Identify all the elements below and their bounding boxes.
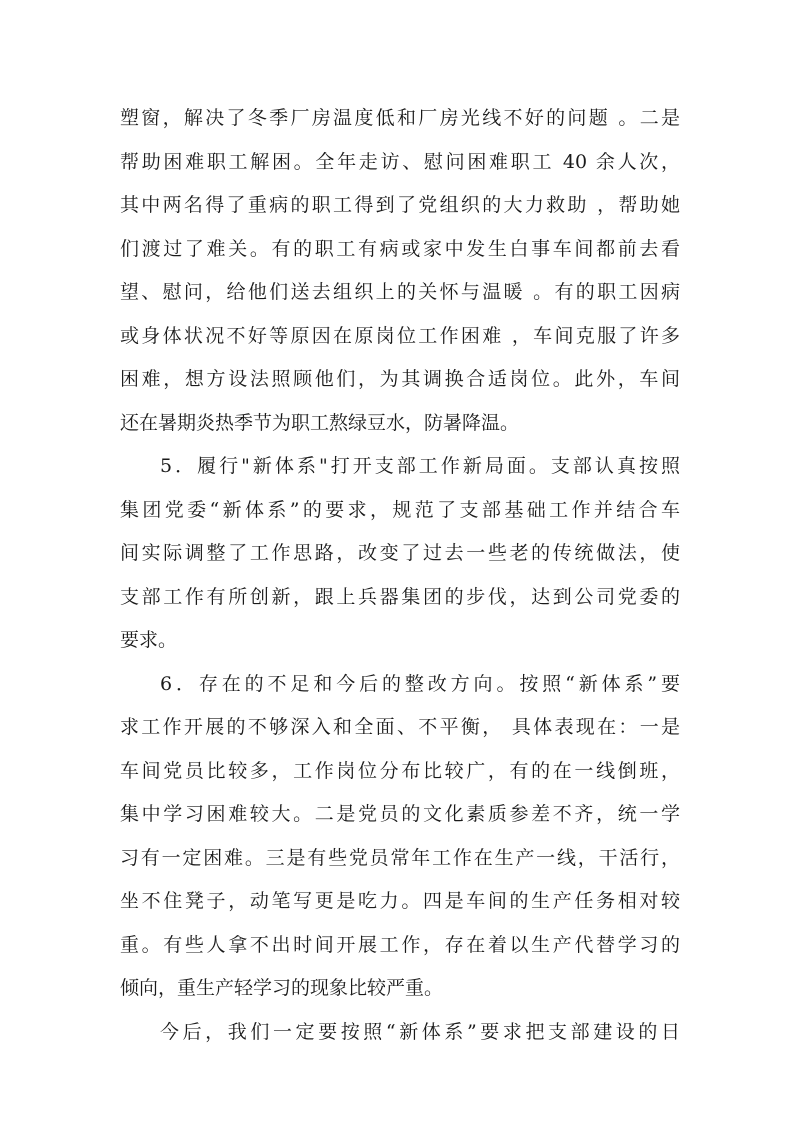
text-line: 集中学习困难较大。二是党员的文化素质参差不齐，统一学 [120,803,680,825]
body-text [120,97,680,1054]
text-line: 间实际调整了工作思路，改变了过去一些老的传统做法，使 [120,542,680,564]
text-line: 车间党员比较多，工作岗位分布比较广，有的在一线倒班， [120,759,680,782]
text-line: 集团党委“新体系”的要求，规范了支部基础工作并结合车 [120,498,680,521]
text-line: 习有一定困难。三是有些党员常年工作在生产一线，干活行， [120,846,680,869]
text-line: 重。有些人拿不出时间开展工作，存在着以生产代替学习的 [120,933,680,956]
text-line: 今后，我们一定要按照“新体系”要求把支部建设的日 [160,1020,680,1043]
text-line: 帮助困难职工解困。全年走访、慰问困难职工 40 余人次， [120,150,680,173]
text-line: 要求。 [120,629,178,651]
text-line: 望、慰问，给他们送去组织上的关怀与温暖 。有的职工因病 [120,281,680,303]
text-line: 5．履行"新体系"打开支部工作新局面。支部认真按照 [160,455,680,477]
text-line: 坐不住凳子，动笔写更是吃力。四是车间的生产任务相对较 [120,890,680,912]
text-line: 或身体状况不好等原因在原岗位工作困难 ，车间克服了许多 [120,324,680,347]
text-line: 还在暑期炎热季节为职工熬绿豆水，防暑降温。 [120,411,520,434]
text-line: 倾向，重生产轻学习的现象比较严重。 [120,977,444,999]
text-line: 其中两名得了重病的职工得到了党组织的大力救助 ，帮助她 [120,194,680,216]
text-line: 们渡过了难关。有的职工有病或家中发生白事车间都前去看 [120,237,680,260]
text-line: 6．存在的不足和今后的整改方向。按照“新体系”要 [160,672,680,695]
text-line: 支部工作有所创新，跟上兵器集团的步伐，达到公司党委的 [120,585,680,608]
text-line: 塑窗，解决了冬季厂房温度低和厂房光线不好的问题 。二是 [120,107,680,129]
text-line: 困难，想方设法照顾他们，为其调换合适岗位。此外，车间 [120,368,680,390]
text-line: 求工作开展的不够深入和全面、不平衡， 具体表现在：一是 [120,716,680,738]
